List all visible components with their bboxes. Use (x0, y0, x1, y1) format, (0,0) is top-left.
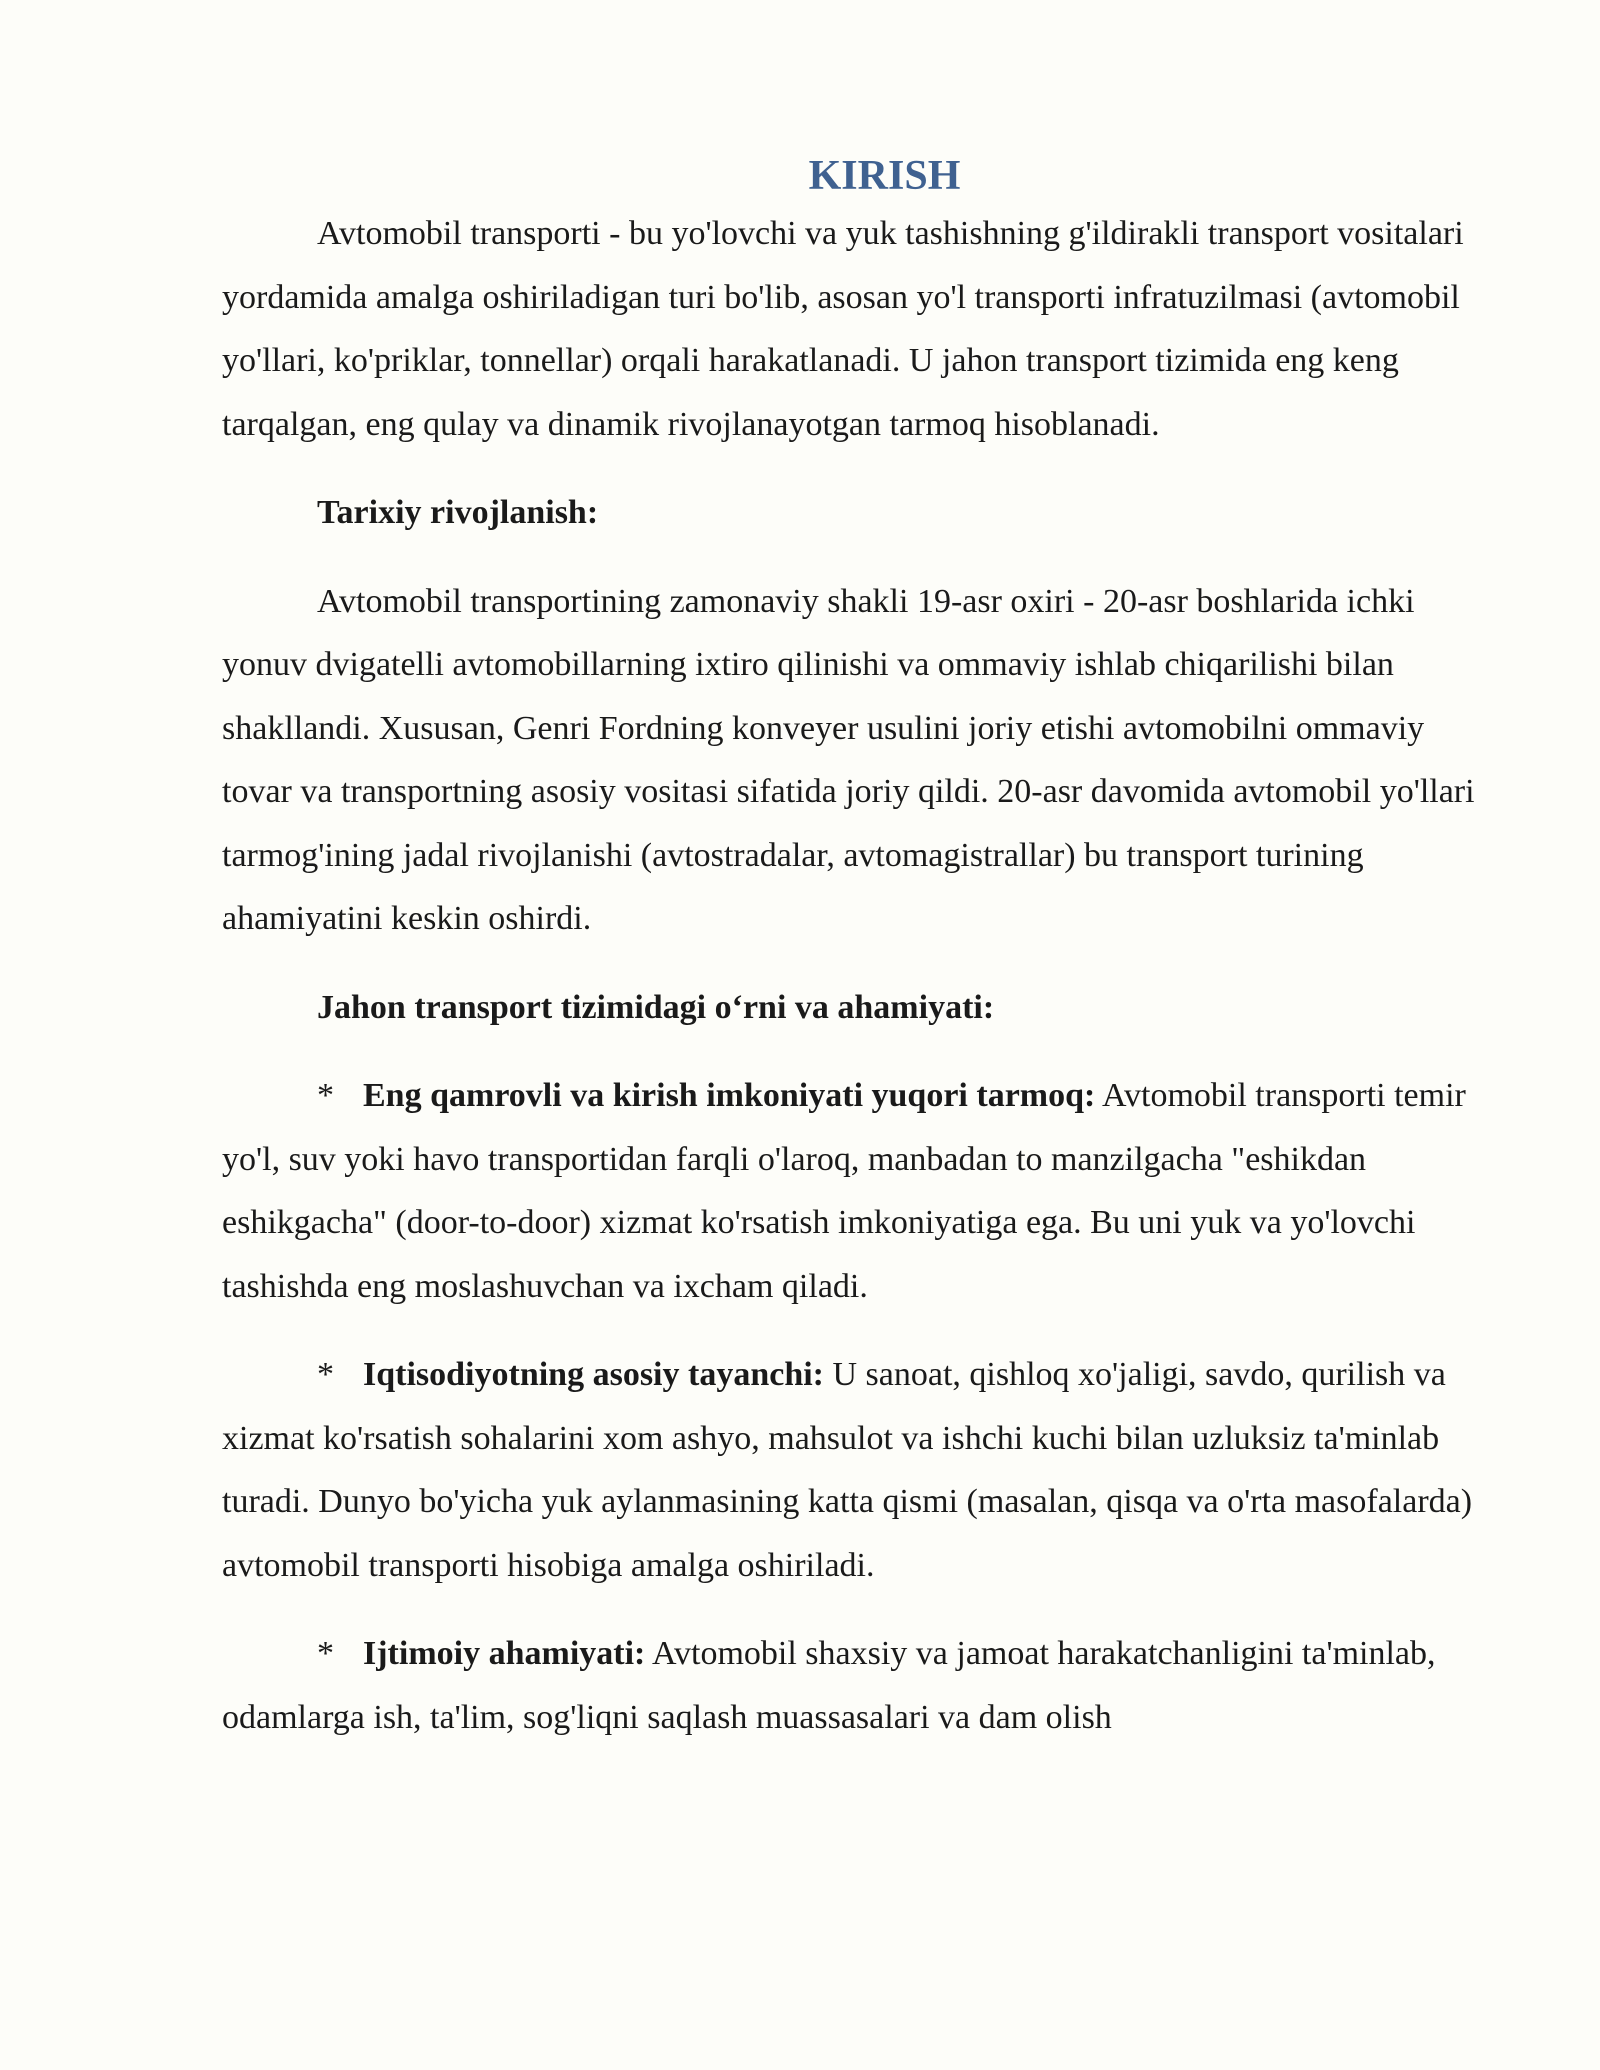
intro-paragraph: Avtomobil transporti - bu yo'lovchi va yuk tashishning g'ildirakli transport vositalari yordamida amalga oshiriladigan turi bo'lib, asosan yo'l transporti infratuzilmasi (avtomobil yo'llari, ko'priklar, tonnellar) orqali harakatlanadi. U jahon transport tizimida eng keng tarqalgan, eng qulay va dinamik rivojlanayotgan tarmoq hisoblanadi. (222, 215, 1464, 443)
list-item-text: Avtomobil transporti temir yo'l, suv yoki havo transportidan farqli o'laroq, manbadan to manzilgacha "eshikdan eshikgacha" (door-to-door) xizmat ko'rsatish imkoniyatiga ega. Bu uni yuk va yo'lovchi tashishda eng moslashuvchan va ixcham qiladi. (222, 1077, 1466, 1305)
bullet-star: * (317, 1635, 334, 1672)
list-item-label: Iqtisodiyotning asosiy tayanchi: (363, 1356, 824, 1393)
list-item-text: Avtomobil shaxsiy va jamoat harakatchanligini ta'minlab, odamlarga ish, ta'lim, sog'liqni saqlash muassasalari va dam olish (222, 1635, 1436, 1736)
list-item (222, 1064, 1487, 1318)
page-title: KIRISH (808, 153, 961, 199)
list-item-label: Ijtimoiy ahamiyati: (363, 1635, 646, 1672)
role-heading: Jahon transport tizimidagi o‘rni va ahamiyati: (317, 988, 995, 1026)
history-paragraph: Avtomobil transportining zamonaviy shakli 19-asr oxiri - 20-asr boshlarida ichki yonuv dvigatelli avtomobillarning ixtiro qilinishi va ommaviy ishlab chiqarilishi bilan shakllandi. Xususan, Genri Fordning konveyer usulini joriy etishi avtomobilni ommaviy tovar va transportning asosiy vositasi sifatida joriy qildi. 20-asr davomida avtomobil yo'llari tarmog'ining jadal rivojlanishi (avtostradalar, avtomagistrallar) bu transport turining ahamiyatini keskin oshirdi. (222, 582, 1475, 937)
list-item-label: Eng qamrovli va kirish imkoniyati yuqori tarmoq: (363, 1077, 1096, 1114)
list-item-text: U sanoat, qishloq xo'jaligi, savdo, qurilish va xizmat ko'rsatish sohalarini xom ashyo, mahsulot va ishchi kuchi bilan uzluksiz ta'minlab turadi. Dunyo bo'yicha yuk aylanmasining katta qismi (masalan, qisqa va o'rta masofalarda) avtomobil transporti hisobiga amalga oshiriladi. (222, 1356, 1473, 1584)
list-item (222, 1622, 1487, 1749)
bullet-star: * (317, 1077, 334, 1114)
history-heading: Tarixiy rivojlanish: (317, 494, 599, 531)
bullet-star: * (317, 1356, 334, 1393)
list-item (222, 1343, 1487, 1597)
document-body (222, 150, 1487, 1749)
